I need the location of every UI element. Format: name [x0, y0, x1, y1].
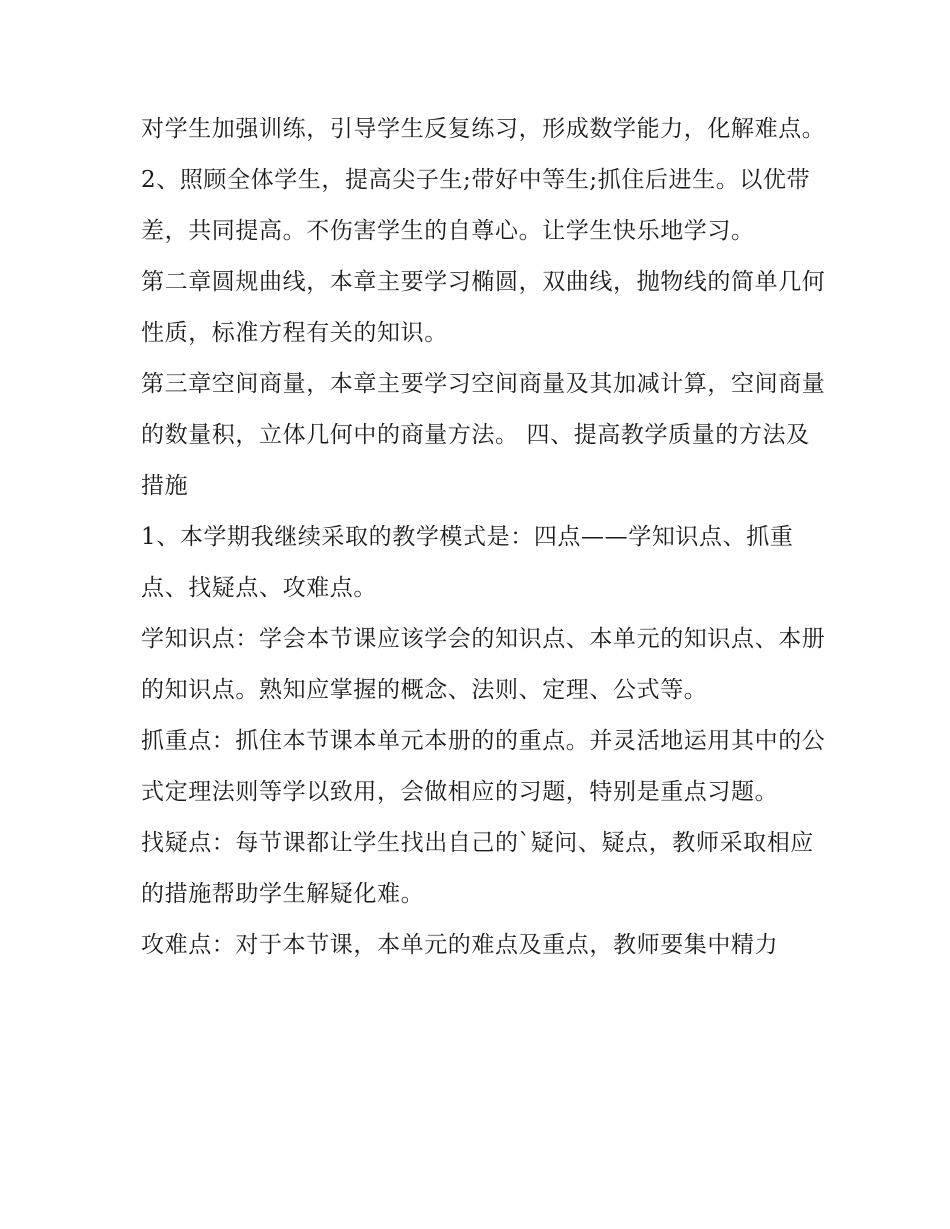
paragraph-difficulties: 攻难点：对于本节课，本单元的难点及重点，教师要集中精力 [141, 932, 779, 958]
paragraph-chapter-three: 第三章空间商量，本章主要学习空间商量及其加减计算，空间商量的数量积，立体几何中的商量方法。 四、提高教学质量的方法及措施 [141, 371, 826, 499]
paragraph-training: 对学生加强训练，引导学生反复练习，形成数学能力，化解难点。 [141, 116, 826, 142]
paragraph-key-points: 抓重点：抓住本节课本单元本册的的重点。并灵活地运用其中的公式定理法则等学以致用，会做相应的习题，特别是重点习题。 [141, 728, 826, 805]
paragraph-teaching-mode: 1、本学期我继续采取的教学模式是：四点——学知识点、抓重点、找疑点、攻难点。 [141, 524, 794, 601]
paragraph-chapter-two: 第二章圆规曲线，本章主要学习椭圆，双曲线，抛物线的简单几何性质，标准方程有关的知识。 [141, 269, 826, 346]
paragraph-learn-knowledge: 学知识点：学会本节课应该学会的知识点、本单元的知识点、本册的知识点。熟知应掌握的概念、法则、定理、公式等。 [141, 626, 826, 703]
paragraph-all-students: 2、照顾全体学生，提高尖子生;带好中等生;抓住后进生。以优带差，共同提高。不伤害学生的自尊心。让学生快乐地学习。 [141, 167, 811, 244]
document-body [141, 104, 831, 971]
paragraph-find-doubts: 找疑点：每节课都让学生找出自己的`疑问、疑点，教师采取相应的措施帮助学生解疑化难。 [141, 830, 814, 907]
